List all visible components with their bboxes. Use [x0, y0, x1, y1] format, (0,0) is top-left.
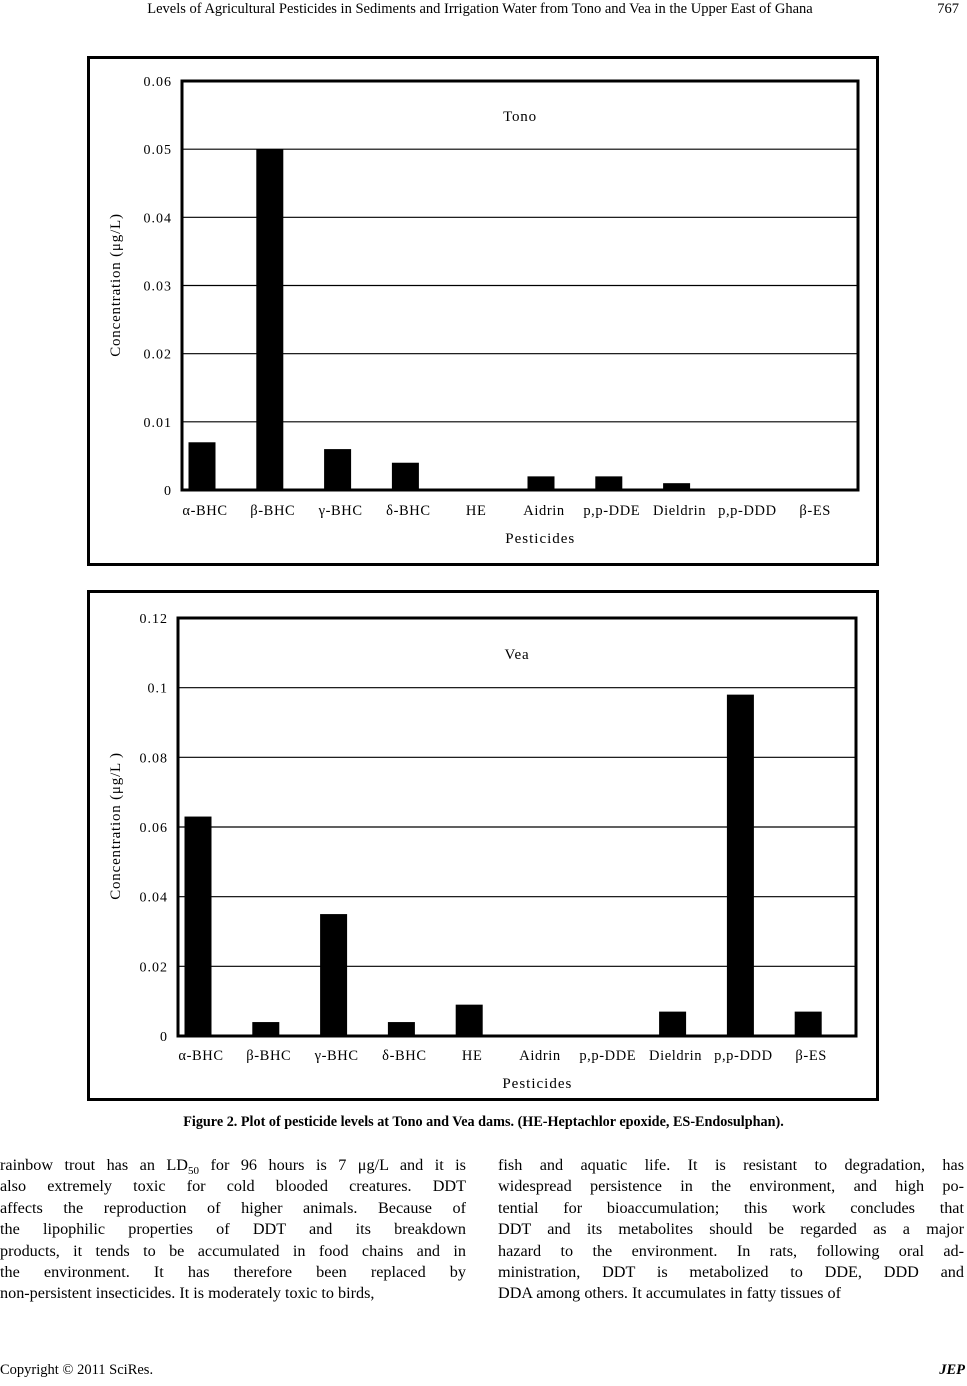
y-tick-label: 0.04 — [143, 211, 172, 227]
running-title: Levels of Agricultural Pesticides in Sediments and Irrigation Water from Tono and Vea in the Upper East of Ghana — [147, 1, 813, 17]
x-category-label: β-BHC — [250, 503, 296, 519]
x-category-label: p,p-DDE — [583, 503, 641, 519]
x-category-label: HE — [465, 503, 487, 519]
page-number: 767 — [937, 1, 959, 17]
left-column-line: non-persistent insecticides. It is moderately toxic to birds, — [0, 1284, 375, 1303]
x-category-label: β-BHC — [246, 1048, 292, 1064]
bar — [727, 695, 754, 1036]
y-tick-label: 0.12 — [139, 612, 168, 627]
bar — [456, 1005, 483, 1036]
bar — [256, 149, 283, 490]
left-column-line: also extremely toxic for cold blooded creatures. DDT — [0, 1177, 466, 1196]
y-tick-label: 0.06 — [139, 821, 168, 836]
bar — [185, 817, 212, 1036]
body-text-right-column — [498, 1155, 964, 1305]
y-tick-label: 0.03 — [143, 279, 172, 295]
right-column-line: hazard to the environment. In rats, following oral ad- — [498, 1241, 964, 1260]
bar — [252, 1022, 279, 1036]
left-column-line: the environment. It has therefore been replaced by — [0, 1262, 466, 1281]
x-axis-label: Pesticides — [505, 531, 576, 547]
tono-bar-chart — [90, 59, 876, 563]
y-tick-label: 0.02 — [143, 347, 172, 363]
bar — [659, 1012, 686, 1036]
chart-title: Vea — [504, 647, 530, 663]
x-category-label: γ-BHC — [318, 503, 363, 519]
x-category-label: β-ES — [799, 503, 831, 519]
right-column-line: DDT and its metabolites should be regarded as a major — [498, 1220, 964, 1239]
x-axis-label: Pesticides — [502, 1076, 573, 1092]
journal-abbreviation: JEP — [939, 1362, 965, 1378]
x-category-label: HE — [461, 1048, 483, 1064]
x-category-label: Aidrin — [519, 1048, 561, 1064]
right-column-line: widespread persistence in the environment, and high po- — [498, 1177, 964, 1196]
y-tick-label: 0.01 — [143, 415, 172, 431]
tono-chart-figure — [87, 56, 879, 566]
chart-title: Tono — [503, 109, 537, 125]
bar — [189, 442, 216, 490]
x-category-label: p,p-DDD — [714, 1048, 773, 1064]
left-column-line: the lipophilic properties of DDT and its breakdown — [0, 1220, 466, 1239]
y-tick-label: 0.04 — [139, 890, 168, 906]
bar — [795, 1012, 822, 1036]
copyright-footer: Copyright © 2011 SciRes. — [0, 1362, 154, 1378]
y-tick-label: 0 — [160, 1030, 168, 1045]
x-category-label: δ-BHC — [386, 503, 431, 519]
y-axis-label: Concentration (μg/L ) — [108, 752, 124, 900]
x-category-label: Aidrin — [523, 503, 565, 519]
y-tick-label: 0 — [164, 484, 172, 499]
y-tick-label: 0.06 — [143, 75, 172, 90]
left-column-line: products, it tends to be accumulated in food chains and in — [0, 1241, 466, 1260]
bar — [320, 914, 347, 1036]
x-category-label: Dieldrin — [649, 1048, 703, 1064]
y-tick-label: 0.05 — [143, 143, 172, 159]
x-category-label: Dieldrin — [653, 503, 707, 519]
right-column-line: DDA among others. It accumulates in fatty tissues of — [498, 1284, 842, 1303]
y-axis-label: Concentration (μg/L) — [108, 213, 124, 357]
x-category-label: γ-BHC — [314, 1048, 359, 1064]
bar — [663, 483, 690, 490]
x-category-label: α-BHC — [182, 503, 228, 519]
y-tick-label: 0.02 — [139, 960, 168, 976]
bar — [595, 476, 622, 490]
x-category-label: α-BHC — [178, 1048, 224, 1064]
bar — [324, 449, 351, 490]
x-category-label: β-ES — [795, 1048, 827, 1064]
x-category-label: δ-BHC — [382, 1048, 427, 1064]
left-column-line: rainbow trout has an $LD_{50}$ for 96 hours is 7 μg/L and it is — [0, 1156, 466, 1177]
right-column-line: tential for bioaccumulation; this work concludes that — [498, 1198, 964, 1217]
right-column-line: ministration, DDT is metabolized to DDE, DDD and — [498, 1262, 964, 1281]
x-category-label: p,p-DDE — [579, 1048, 637, 1064]
bar — [528, 476, 555, 490]
vea-bar-chart — [90, 593, 876, 1098]
x-category-label: p,p-DDD — [718, 503, 777, 519]
y-tick-label: 0.08 — [139, 751, 168, 767]
y-tick-label: 0.1 — [147, 681, 168, 697]
figure-caption: Figure 2. Plot of pesticide levels at Tono and Vea dams. (HE-Heptachlor epoxide, ES-Endosulphan). — [183, 1114, 784, 1130]
left-column-line: affects the reproduction of higher animals. Because of — [0, 1198, 466, 1217]
bar — [388, 1022, 415, 1036]
vea-chart-figure — [87, 590, 879, 1101]
right-column-line: fish and aquatic life. It is resistant to degradation, has — [498, 1156, 964, 1174]
bar — [392, 463, 419, 490]
body-text-left-column — [0, 1155, 466, 1305]
